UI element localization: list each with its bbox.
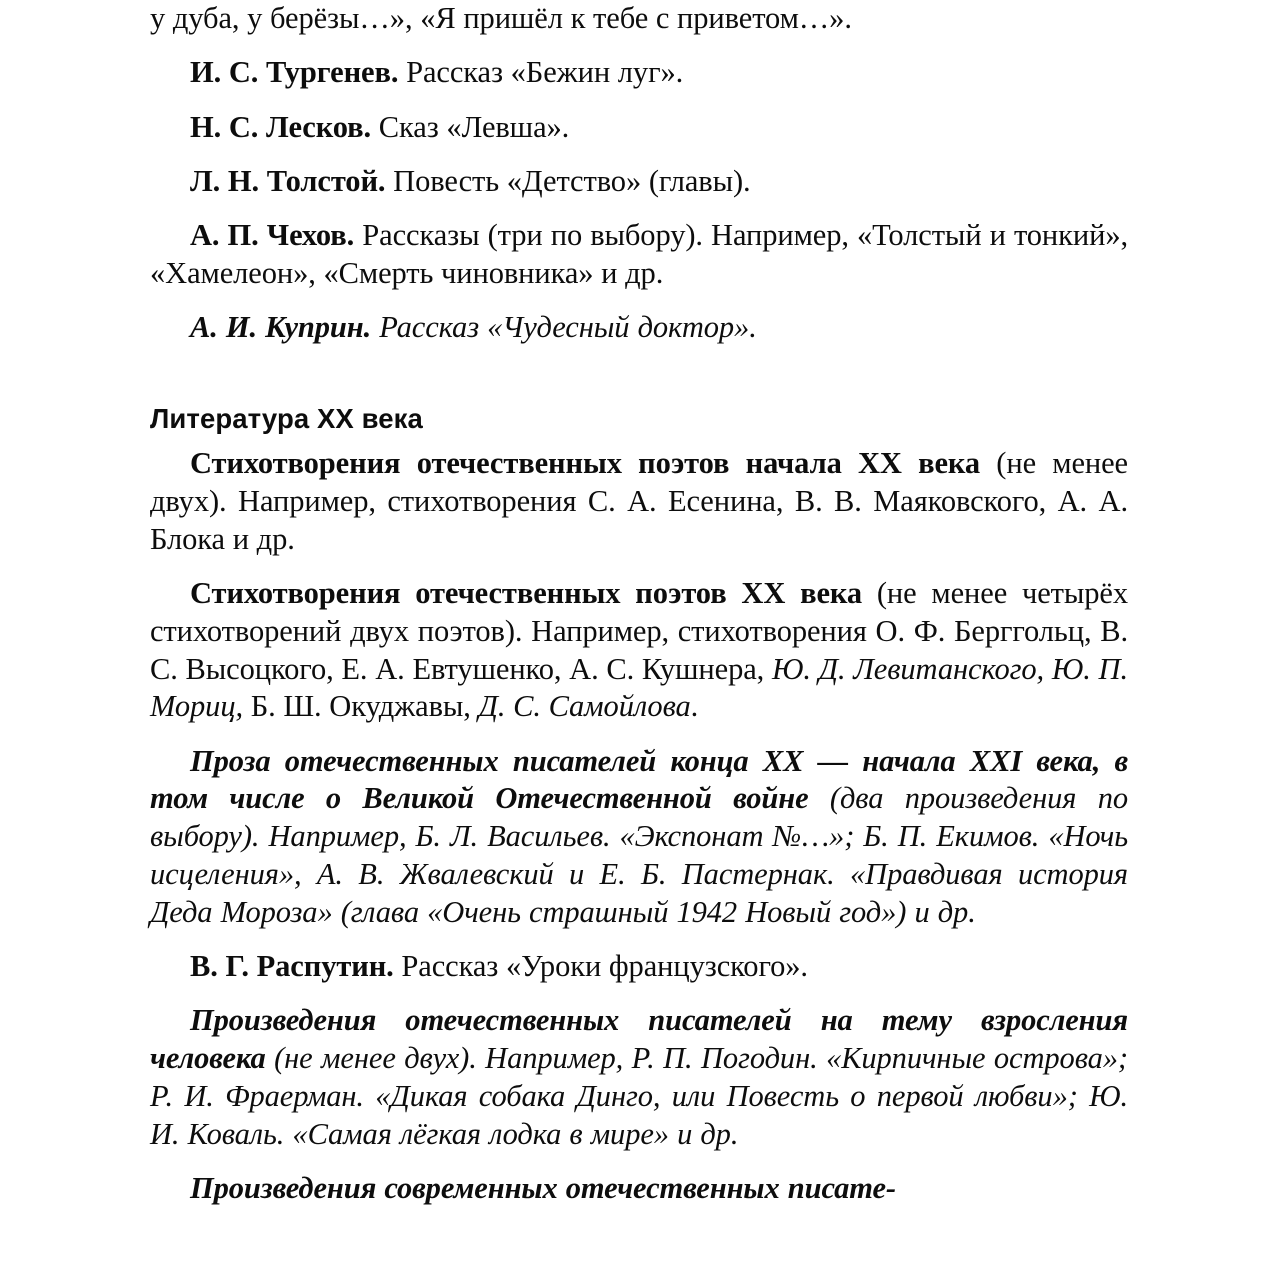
entry-prose-late-20th-lead: Проза отечественных писателей конца XX — начала XXI века, в том числе о Великой Отечественной войне (150, 743, 1128, 816)
entry-rasputin-lead: В. Г. Распутин. (190, 949, 394, 984)
entry-turgenev-work: Рассказ «Бежин луг». (398, 55, 684, 90)
section-heading: Литература XX века (150, 403, 423, 435)
entry-coming-of-age-lead: Произведения отечественных писателей на тему взросления человека (150, 1003, 1128, 1076)
entry-kuprin (150, 309, 1128, 347)
entry-poems-20th-lead: Стихотворения отечественных поэтов XX века (190, 575, 863, 610)
entry-prose-late-20th (150, 743, 1128, 932)
entry-turgenev (150, 54, 1128, 92)
entry-leskov (150, 109, 1128, 147)
entry-poems-20th-body-3: . (690, 689, 699, 724)
continued-line-text: у дуба, у берёзы…», «Я пришёл к тебе с приветом…». (150, 1, 852, 35)
entry-coming-of-age-body: (не менее двух). Например, Р. П. Погодин. «Кирпичные острова»; Р. И. Фраерман. «Дикая собака Динго, или Повесть о первой любви»; Ю. И. Коваль. «Самая лёгкая лодка в мире» и др. (150, 1041, 1128, 1151)
entry-coming-of-age (150, 1002, 1128, 1153)
entry-chekhov (150, 217, 1128, 293)
entry-poems-early-20th (150, 445, 1128, 558)
text-column (150, 0, 1128, 1208)
entry-poems-20th-italic-2: Д. С. Самойлова (478, 689, 691, 724)
entry-leskov-work: Сказ «Левша». (371, 109, 570, 144)
section-heading-wrap (150, 403, 1128, 435)
entry-tolstoy-author: Л. Н. Толстой. (190, 163, 386, 198)
entry-poems-20th (150, 575, 1128, 726)
entry-contemporary (150, 1170, 1128, 1208)
entry-contemporary-lead: Произведения современных отечественных писате- (190, 1171, 896, 1206)
entry-chekhov-work: Рассказы (три по выбору). Например, «Толстый и тонкий», «Хамелеон», «Смерть чиновника» и др. (150, 218, 1128, 290)
entry-kuprin-work: Рассказ «Чудесный доктор». (371, 310, 757, 345)
entry-poems-20th-italic-1: Ю. Д. Левитанского, Ю. П. Мориц, (150, 651, 1128, 724)
entry-poems-early-20th-body: (не менее двух). Например, стихотворения С. А. Есенина, В. В. Маяковского, А. А. Блока и др. (150, 446, 1128, 556)
entry-tolstoy (150, 163, 1128, 201)
entry-tolstoy-work: Повесть «Детство» (главы). (385, 163, 751, 198)
entry-kuprin-author: А. И. Куприн. (190, 310, 372, 345)
entry-poems-early-20th-lead: Стихотворения отечественных поэтов начала XX века (190, 446, 981, 481)
entry-rasputin (150, 948, 1128, 986)
entry-poems-20th-body-2: Б. Ш. Окуджавы, (243, 689, 479, 724)
continued-line (150, 0, 1128, 38)
entry-leskov-author: Н. С. Лесков. (190, 109, 372, 144)
entry-turgenev-author: И. С. Тургенев. (190, 55, 399, 90)
entry-prose-late-20th-body: (два произведения по выбору). Например, Б. Л. Васильев. «Экспонат №…»; Б. П. Екимов. «Ночь исцеления», А. В. Жвалевский и Е. Б. Пастернак. «Правдивая история Деда Мороза» (глава «Очень страшный 1942 Новый год») и др. (150, 781, 1128, 929)
entry-poems-20th-body-1: (не менее четырёх стихотворений двух поэтов). Например, стихотворения О. Ф. Берггольц, В. С. Высоцкого, Е. А. Евтушенко, А. С. Кушнера, (150, 575, 1128, 686)
entry-rasputin-body: Рассказ «Уроки французского». (393, 949, 808, 984)
entry-chekhov-author: А. П. Чехов. (190, 218, 355, 253)
